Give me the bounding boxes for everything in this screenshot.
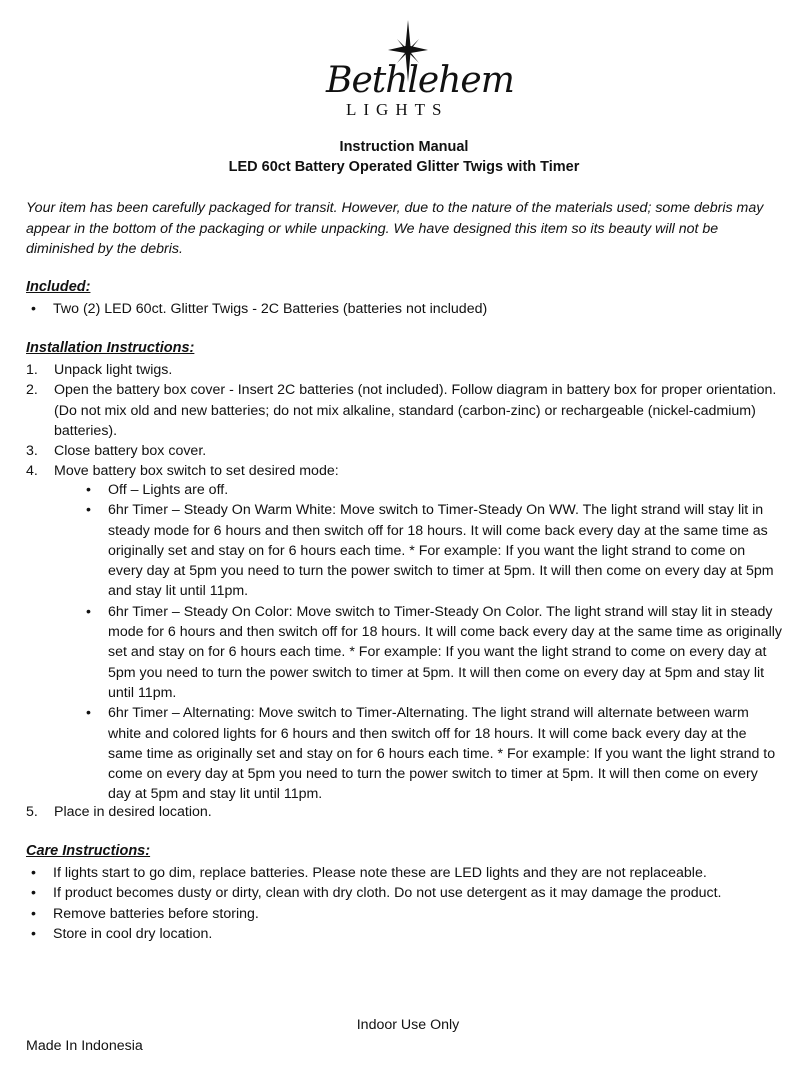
step-number: 4. bbox=[26, 463, 38, 480]
list-item bbox=[31, 863, 793, 883]
logo-caps-text: LIGHTS bbox=[346, 100, 449, 119]
step-number: 1. bbox=[26, 362, 38, 378]
bullet-icon: • bbox=[86, 482, 91, 498]
installation-steps bbox=[26, 360, 784, 482]
installation-step-5 bbox=[26, 802, 784, 822]
list-item bbox=[31, 924, 793, 944]
list-item-text: Store in cool dry location. bbox=[53, 925, 213, 942]
indoor-use-note: Indoor Use Only bbox=[356, 1017, 460, 1033]
step-number: 5. bbox=[26, 804, 38, 820]
included-heading: Included: bbox=[26, 279, 91, 295]
step-text: Unpack light twigs. bbox=[54, 362, 173, 378]
bullet-icon: • bbox=[86, 603, 91, 620]
bullet-icon: • bbox=[31, 905, 36, 922]
list-item bbox=[31, 299, 793, 319]
step-number: 2. bbox=[26, 382, 38, 399]
list-item bbox=[31, 883, 793, 903]
intro-paragraph: Your item has been carefully packaged for transit. However, due to the nature of the materials used; some debris may appear in the bottom of the packaging or while unpacking. We have designed this item so its beauty will not be diminished by the debris. bbox=[26, 200, 764, 257]
step-item bbox=[26, 441, 784, 461]
logo-script-text: Bethlehem bbox=[326, 60, 514, 101]
document-title: Instruction Manual bbox=[339, 139, 469, 155]
list-item-text: Two (2) LED 60ct. Glitter Twigs - 2C Batteries (batteries not included) bbox=[53, 301, 488, 317]
step-item bbox=[26, 461, 784, 481]
list-item-text: If product becomes dusty or dirty, clean with dry cloth. Do not use detergent as it may damage the product. bbox=[53, 885, 722, 902]
origin-note: Made In Indonesia bbox=[26, 1038, 143, 1054]
care-heading: Care Instructions: bbox=[26, 843, 151, 859]
bullet-icon: • bbox=[31, 885, 36, 902]
mode-list bbox=[86, 480, 783, 805]
bethlehem-lights-logo bbox=[318, 20, 514, 120]
mode-item bbox=[86, 480, 783, 500]
mode-item bbox=[86, 500, 783, 601]
mode-item bbox=[86, 602, 783, 703]
step-text: Move battery box switch to set desired mode: bbox=[54, 463, 339, 480]
step-item bbox=[26, 360, 784, 380]
list-item-text: Remove batteries before storing. bbox=[53, 905, 259, 922]
bullet-icon: • bbox=[31, 865, 36, 881]
bullet-icon: • bbox=[86, 502, 91, 519]
list-item bbox=[31, 904, 793, 924]
bullet-icon: • bbox=[31, 925, 36, 942]
included-list bbox=[31, 299, 793, 319]
installation-heading: Installation Instructions: bbox=[26, 340, 195, 356]
step-item bbox=[26, 802, 784, 822]
step-item bbox=[26, 380, 784, 441]
mode-text: Off – Lights are off. bbox=[108, 482, 229, 498]
step-text: Open the battery box cover - Insert 2C batteries (not included). Follow diagram in battery box for proper orientation. (Do not mix old and new batteries; do not mix alkaline, standard (carbon-zinc) or rechargeable (nickel-cadmium) batteries). bbox=[54, 382, 777, 439]
product-title: LED 60ct Battery Operated Glitter Twigs with Timer bbox=[228, 159, 580, 175]
care-list bbox=[31, 863, 793, 944]
mode-text: 6hr Timer – Alternating: Move switch to Timer-Alternating. The light strand will alternate between warm white and colored lights for 6 hours and then switch off for 18 hours. It will come back every day at the same time as originally set and stay on for 6 hours each time. * For example: If you want the light strand to come on every day at 5pm you need to turn the power switch to timer at 5pm. It will then come on every day at 5pm and stay lit until 11pm. bbox=[108, 705, 776, 803]
list-item-text: If lights start to go dim, replace batteries. Please note these are LED lights and they are not replaceable. bbox=[53, 865, 707, 881]
mode-text: 6hr Timer – Steady On Color: Move switch to Timer-Steady On Color. The light strand will stay lit in steady mode for 6 hours and then switch off for 18 hours. It will come back every day at the same time as originally set and stay on for 6 hours each time. * For example: If you want the light strand to come on every day at 5pm you need to turn the power switch to timer at 5pm. It will then come on every day at 5pm and stay lit until 11pm. bbox=[108, 603, 782, 701]
mode-text: 6hr Timer – Steady On Warm White: Move switch to Timer-Steady On WW. The light strand will stay lit in steady mode for 6 hours and then switch off for 18 hours. It will come back every day at the same time as originally set and stay on for 6 hours each time. * For example: If you want the light strand to come on every day at 5pm you need to turn the power switch to timer at 5pm. It will then come on every day at 5pm and stay lit until 11pm. bbox=[108, 502, 774, 600]
bullet-icon: • bbox=[86, 705, 91, 722]
step-text: Place in desired location. bbox=[54, 804, 212, 820]
step-text: Close battery box cover. bbox=[54, 443, 207, 460]
bullet-icon: • bbox=[31, 301, 36, 317]
mode-item bbox=[86, 703, 783, 804]
step-number: 3. bbox=[26, 443, 38, 460]
